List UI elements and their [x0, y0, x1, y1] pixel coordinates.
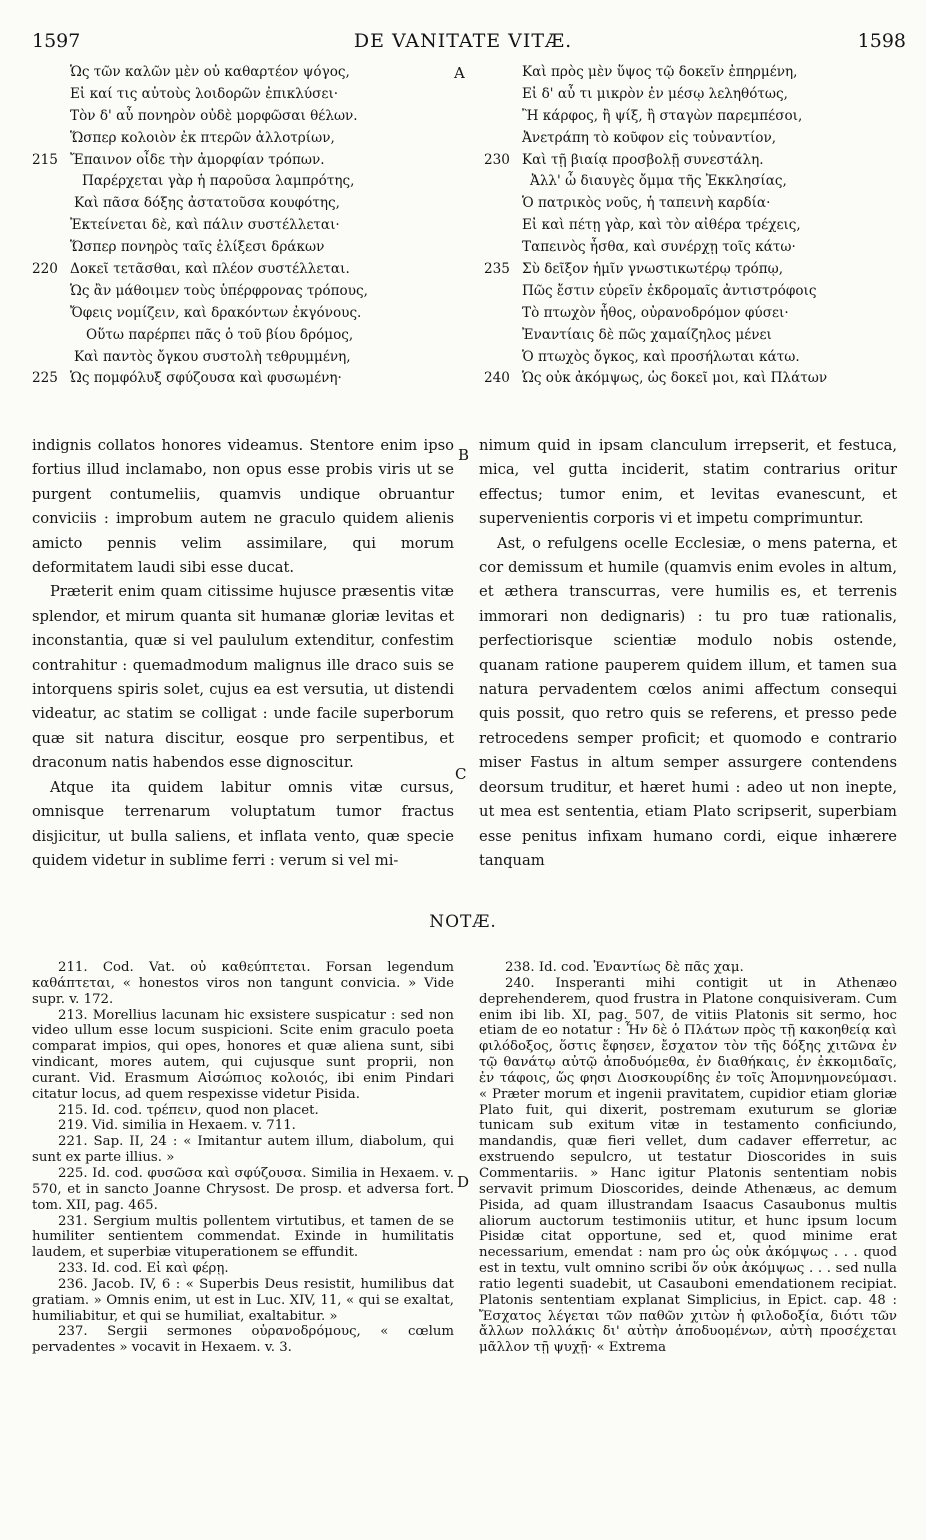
verse-text: Τὸ πτωχὸν ἦθος, οὐρανοδρόμον φύσει·	[522, 304, 789, 321]
notes-left-column	[32, 960, 454, 1356]
note-item: 236. Jacob. IV, 6 : « Superbis Deus resistit, humilibus dat gratiam. » Omnis enim, ut est in Luc. XIV, 11, « qui se exaltat, humiliabitur, et qui se humiliat, exaltabitur. »	[32, 1276, 454, 1324]
verse-line	[32, 347, 452, 369]
verse-line	[484, 281, 904, 303]
verse-text: Ὡς ἂν μάθοιμεν τοὺς ὑπέρφρονας τρόπους,	[70, 282, 368, 299]
verse-text: Τὸν δ' αὖ πονηρὸν οὐδὲ μορφῶσαι θέλων.	[70, 107, 358, 124]
verse-text: Ὄφεις νομίζειν, καὶ δρακόντων ἐκγόνους.	[70, 304, 362, 321]
verse-text: Ὡς πομφόλυξ σφύζουσα καὶ φυσωμένη·	[70, 370, 342, 387]
column-number-left: 1597	[32, 30, 81, 52]
note-item: 211. Cod. Vat. οὐ καθεύπτεται. Forsan legendum καθάπτεται, « honestos viros non tangunt convicia. » Vide supr. v. 172.	[32, 960, 454, 1007]
verse-text: Ὁ πτωχὸς ὄγκος, καὶ προσήλωται κάτω.	[522, 348, 800, 365]
verse-text: Οὕτω παρέρπει πᾶς ὁ τοῦ βίου δρόμος,	[86, 326, 354, 343]
verse-text: Ἐναντίαις δὲ πῶς χαμαίζηλος μένει	[522, 326, 772, 343]
verse-text: Ἐκτείνεται δὲ, καὶ πάλιν συστέλλεται·	[70, 217, 340, 234]
verse-text: Καὶ πρὸς μὲν ὕψος τῷ δοκεῖν ἐπηρμένη,	[522, 64, 798, 80]
verse-text: Ταπεινὸς ἦσθα, καὶ συνέρχῃ τοῖς κάτω·	[522, 239, 796, 256]
paragraph: Ast, o refulgens ocelle Ecclesiæ, o mens paterna, et cor demissum et humile (quamvis enim evoles in altum, et æthera transcurras, vere humilis es, et terrenis immorari non dedignaris) : tu pro tuæ rationalis, perfectiorisque scientiæ modulo nobis ostende, quanam ratione pauperem quidem illum, et tamen sua natura pervadentem cœlos animi affectum consequi quis possit, quo retro quis se referens, et presso pede retrocedens semper proficit; et quomodo e contrario miser Fastus in altum semper assurgere contendens deorsum truditur, et hæret humi : adeo ut non inepte, ut mea est sententia, etiam Plato scripserit, superbiam esse penitus infixam humano cordi, eique inhærere tanquam	[479, 534, 897, 869]
verse-number: 225	[32, 370, 58, 387]
verse-line	[484, 106, 904, 128]
note-item: 233. Id. cod. Εἰ καὶ φέρῃ.	[58, 1261, 229, 1277]
section-marker-d: D	[457, 1173, 470, 1191]
verse-line	[484, 171, 904, 193]
latin-translation-left	[32, 434, 454, 873]
verse-line	[484, 215, 904, 237]
verse-line	[484, 259, 904, 281]
verse-line	[484, 325, 904, 347]
verse-line	[484, 303, 904, 325]
verse-number: 220	[32, 261, 58, 278]
paragraph: indignis collatos honores videamus. Stentore enim ipso fortius illud inclamabo, non opus esse probis viris ut se purgent contumeliis, quamvis undique obruantur conviciis : improbum autem ne graculo quidem alienis amicto pennis velim assimilare, qui morum deformitatem laudi sibi esse ducat.	[32, 437, 454, 577]
verse-text: Καὶ παντὸς ὄγκου συστολὴ τεθρυμμένη,	[74, 348, 351, 365]
verse-text: Εἰ καί τις αὐτοὺς λοιδορῶν ἐπικλύσει·	[70, 85, 339, 102]
verse-number: 215	[32, 151, 58, 168]
column-number-right: 1598	[857, 30, 906, 52]
verse-text: Καὶ πᾶσα δόξης ἀστατοῦσα κουφότης,	[74, 195, 340, 212]
verse-line	[32, 62, 452, 84]
verse-line	[32, 106, 452, 128]
verse-line	[32, 193, 452, 215]
note-item: 237. Sergii sermones οὐρανοδρόμους, « cœlum pervadentes » vocavit in Hexaem. v. 3.	[32, 1324, 454, 1356]
verse-number: 240	[484, 370, 510, 387]
latin-translation-right	[479, 434, 897, 873]
verse-line	[32, 128, 452, 150]
verse-line	[32, 237, 452, 259]
verse-line	[484, 237, 904, 259]
verse-line	[32, 303, 452, 325]
section-marker-a: A	[454, 64, 465, 82]
notes-right-column	[479, 960, 897, 1356]
running-title: DE VANITATE VITÆ.	[353, 30, 573, 52]
note-item: 240. Insperanti mihi contigit ut in Athenæo deprehenderem, quod frustra in Platone conquisiveram. Cum enim ibi lib. XI, pag. 507, de vitiis Platonis sit sermo, hoc etiam de eo notatur : Ἦν δὲ ὁ Πλάτων πρὸς τῇ κακοηθείᾳ καὶ φιλόδοξος, ὅστις ἔφησεν, ἔσχατον τὸν τῆς δόξης χιτῶνα ἐν τῷ θανάτῳ αὐτῷ ἀποδυόμεθα, ἐν διαθήκαις, ἐν ἐκκομιδαῖς, ἐν τάφοις, ὥς φησι Διοσκουρίδης ἐν τοῖς Ἀπομνημονεύμασι. « Præter morum et ingenii pravitatem, cupidior etiam gloriæ Plato fuit, qui dixerit, postremam exuturum se gloriæ tunicam sub exitum vitæ in testamento conficiundo, mandandis, quæ fieri vellet, dum cadaver efferretur, ac exstruendo sepulcro, ut testatur Dioscorides in suis Commentariis. » Hanc igitur Platonis sententiam nobis servavit primum Dioscorides, deinde Athenæus, ac demum Pisida, ad quam illustrandam Isaacus Casaubonus multis aliorum auctorum testimoniis utitur, et hunc ipsum locum Pisidæ citat opportune, sed et, quod minime erat necessarium, emendat : nam pro ὡς οὐκ ἀκόμψως . . . quod est in textu, vult omnino scribi ὅν οὐκ ἀκόμψως . . . sed nulla ratio legenti suadebit, ut Casauboni emendationem recipiat. Platonis sententiam explanat Simplicius, in Epict. cap. 48 : Ἔσχατος λέγεται τῶν παθῶν χιτὼν ἡ φιλοδοξία, διότι τῶν ἄλλων πολλάκις δι' αὐτὴν ἀποδυομένων, αὐτὴ προσέχεται μᾶλλον τῇ ψυχῇ· « Extrema	[479, 975, 897, 1356]
verse-number: 235	[484, 261, 510, 278]
verse-text: Ἔπαινον οἶδε τὴν ἀμορφίαν τρόπων.	[70, 151, 325, 168]
verse-text: Ὥσπερ πονηρὸς ταῖς ἑλίξεσι δράκων	[70, 239, 325, 256]
note-item: 213. Morellius lacunam hic exsistere suspicatur : sed non video ullum esse locum suspicioni. Scite enim graculo poeta comparat impios, qui opes, honores et quæ aliena sunt, sibi vindicant, mores autem, qui cujusque sunt proprii, non curant. Vid. Erasmum Αἰσώπιος κολοιός, ibi enim Pindari citatur locus, ad quem respexisse videtur Pisida.	[32, 1007, 454, 1102]
verse-text: Ἢ κάρφος, ἢ ψίξ, ἢ σταγὼν παρεμπέσοι,	[522, 107, 803, 124]
verse-text: Εἰ καὶ πέτῃ γὰρ, καὶ τὸν αἰθέρα τρέχεις,	[522, 217, 801, 234]
verse-line	[484, 128, 904, 150]
greek-verse-right	[484, 62, 904, 390]
verse-text: Ὁ πατρικὸς νοῦς, ἡ ταπεινὴ καρδία·	[522, 195, 771, 212]
verse-line	[484, 150, 904, 172]
note-item: 221. Sap. II, 24 : « Imitantur autem illum, diabolum, qui sunt ex parte illius. »	[32, 1134, 454, 1166]
verse-text: Πῶς ἔστιν εὑρεῖν ἐκδρομαῖς ἀντιστρόφοις	[522, 282, 817, 299]
verse-line	[484, 62, 904, 84]
verse-line	[32, 259, 452, 281]
note-item: 231. Sergium multis pollentem virtutibus, et tamen de se humiliter sentientem commendat. Exinde in humilitatis laudem, et superbiæ vituperationem se effundit.	[32, 1213, 454, 1261]
verse-line	[484, 347, 904, 369]
verse-line	[32, 150, 452, 172]
paragraph: Atque ita quidem labitur omnis vitæ cursus, omnisque terrenarum voluptatum tumor fractus disjicitur, ut bulla saliens, et inflata vento, quæ specie quidem videtur in sublime ferri : verum si vel mi-	[32, 778, 454, 869]
note-item: 238. Id. cod. Ἐναντίως δὲ πᾶς χαμ.	[505, 960, 744, 975]
note-item: 225. Id. cod. φυσῶσα καὶ σφύζουσα. Similia in Hexaem. v. 570, et in sancto Joanne Chrysost. De prosp. et adversa fort. tom. XII, pag. 465.	[32, 1165, 454, 1213]
verse-line	[32, 281, 452, 303]
note-item: 219. Vid. similia in Hexaem. v. 711.	[58, 1118, 296, 1134]
verse-text: Δοκεῖ τετᾶσθαι, καὶ πλέον συστέλλεται.	[70, 261, 350, 278]
verse-line	[484, 193, 904, 215]
verse-line	[484, 84, 904, 106]
verse-line	[32, 325, 452, 347]
verse-text: Εἰ δ' αὖ τι μικρὸν ἐν μέσῳ λεληθότως,	[522, 85, 788, 102]
greek-verse-left	[32, 62, 452, 390]
verse-line	[32, 171, 452, 193]
verse-text: Σὺ δεῖξον ἡμῖν γνωστικωτέρῳ τρόπῳ,	[522, 261, 784, 278]
verse-text: Ἀνετράπη τὸ κοῦφον εἰς τοὐναντίον,	[522, 129, 777, 146]
section-marker-b: B	[458, 446, 470, 464]
verse-text: Ὥσπερ κολοιὸν ἐκ πτερῶν ἀλλοτρίων,	[70, 129, 335, 146]
paragraph: nimum quid in ipsam clanculum irrepserit, et festuca, mica, vel gutta inciderit, statim contrarius oritur effectus; tumor enim, et levitas evanescunt, et supervenientis corporis vi et impetu comprimuntur.	[479, 437, 897, 528]
verse-line	[32, 84, 452, 106]
verse-number: 230	[484, 151, 510, 168]
verse-line	[484, 368, 904, 390]
section-marker-c: C	[455, 765, 467, 783]
notes-heading: NOTÆ.	[429, 912, 497, 932]
verse-text: Ὡς οὐκ ἀκόμψως, ὡς δοκεῖ μοι, καὶ Πλάτων	[522, 370, 828, 387]
verse-text: Παρέρχεται γὰρ ἡ παροῦσα λαμπρότης,	[82, 173, 355, 190]
verse-text: Καὶ τῇ βιαίᾳ προσβολῇ συνεστάλη.	[522, 151, 764, 168]
verse-line	[32, 215, 452, 237]
verse-text: Ἀλλ' ὦ διαυγὲς ὄμμα τῆς Ἐκκλησίας,	[530, 173, 787, 190]
paragraph: Præterit enim quam citissime hujusce præsentis vitæ splendor, et mirum quanta sit humanæ gloriæ levitas et inconstantia, quæ si vel paululum extenditur, confestim contrahitur : quemadmodum malignus ille draco suis se intorquens spiris solet, cujus ea est versutia, ut distendi videatur, ac statim se colligat : unde facile superborum quæ sit natura discitur, eosque pro serpentibus, et draconum natis habendos esse dignoscitur.	[32, 583, 454, 772]
note-item: 215. Id. cod. τρέπειν, quod non placet.	[58, 1102, 319, 1118]
verse-text: Ὡς τῶν καλῶν μὲν οὐ καθαρτέον ψόγος,	[70, 64, 350, 80]
verse-line	[32, 368, 452, 390]
